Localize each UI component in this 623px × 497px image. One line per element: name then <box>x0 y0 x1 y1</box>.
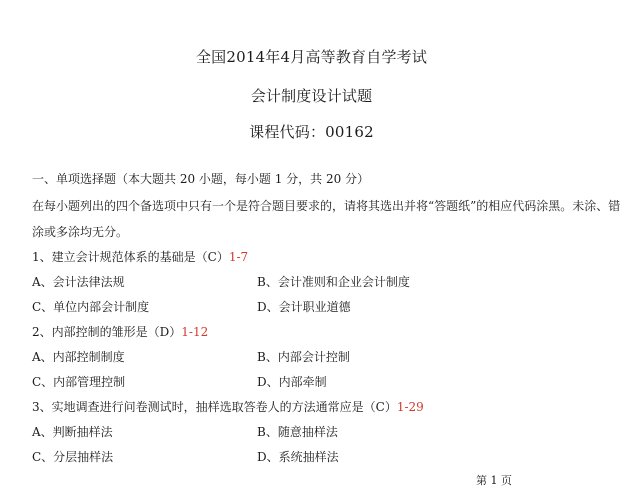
section-heading: 一、单项选择题（本大题共 20 小题，每小题 1 分，共 20 分） <box>32 172 370 186</box>
question-reference: 1-12 <box>181 325 209 339</box>
question-2-option-b: B、内部会计控制 <box>257 350 350 364</box>
question-3-option-b: B、随意抽样法 <box>257 425 338 439</box>
subject-title: 会计制度设计试题 <box>250 87 373 105</box>
question-2-option-a: A、内部控制制度 <box>32 350 125 364</box>
question-3-option-d: D、系统抽样法 <box>257 450 339 464</box>
question-3-option-a: A、判断抽样法 <box>32 425 113 439</box>
question-3-stem <box>32 398 424 415</box>
exam-title: 全国2014年4月高等教育自学考试 <box>195 48 428 66</box>
question-1-stem <box>32 248 248 265</box>
question-1-option-c: C、单位内部会计制度 <box>32 300 150 314</box>
instruction-line-1: 在每小题列出的四个备选项中只有一个是符合题目要求的，请将其选出并将“答题纸”的相应代码涂黑。未涂、错 <box>32 199 621 213</box>
question-1-option-a: A、会计法律法规 <box>32 275 125 289</box>
question-reference: 1-7 <box>228 250 249 264</box>
question-stem-text: 1、建立会计规范体系的基础是（C） <box>32 250 229 264</box>
question-1-option-d: D、会计职业道德 <box>257 300 351 314</box>
question-1-option-b: B、会计准则和企业会计制度 <box>257 275 410 289</box>
question-2-stem <box>32 323 208 340</box>
instruction-line-2: 涂或多涂均无分。 <box>32 225 129 239</box>
question-2-option-d: D、内部牵制 <box>257 375 327 389</box>
question-2-option-c: C、内部管理控制 <box>32 375 126 389</box>
question-3-option-c: C、分层抽样法 <box>32 450 114 464</box>
course-code: 课程代码：00162 <box>249 123 374 141</box>
question-stem-text: 2、内部控制的雏形是（D） <box>32 325 182 339</box>
question-stem-text: 3、实地调查进行问卷测试时，抽样选取答卷人的方法通常应是（C） <box>32 400 397 414</box>
question-reference: 1-29 <box>396 400 424 414</box>
page-number: 第 1 页 <box>476 474 512 487</box>
